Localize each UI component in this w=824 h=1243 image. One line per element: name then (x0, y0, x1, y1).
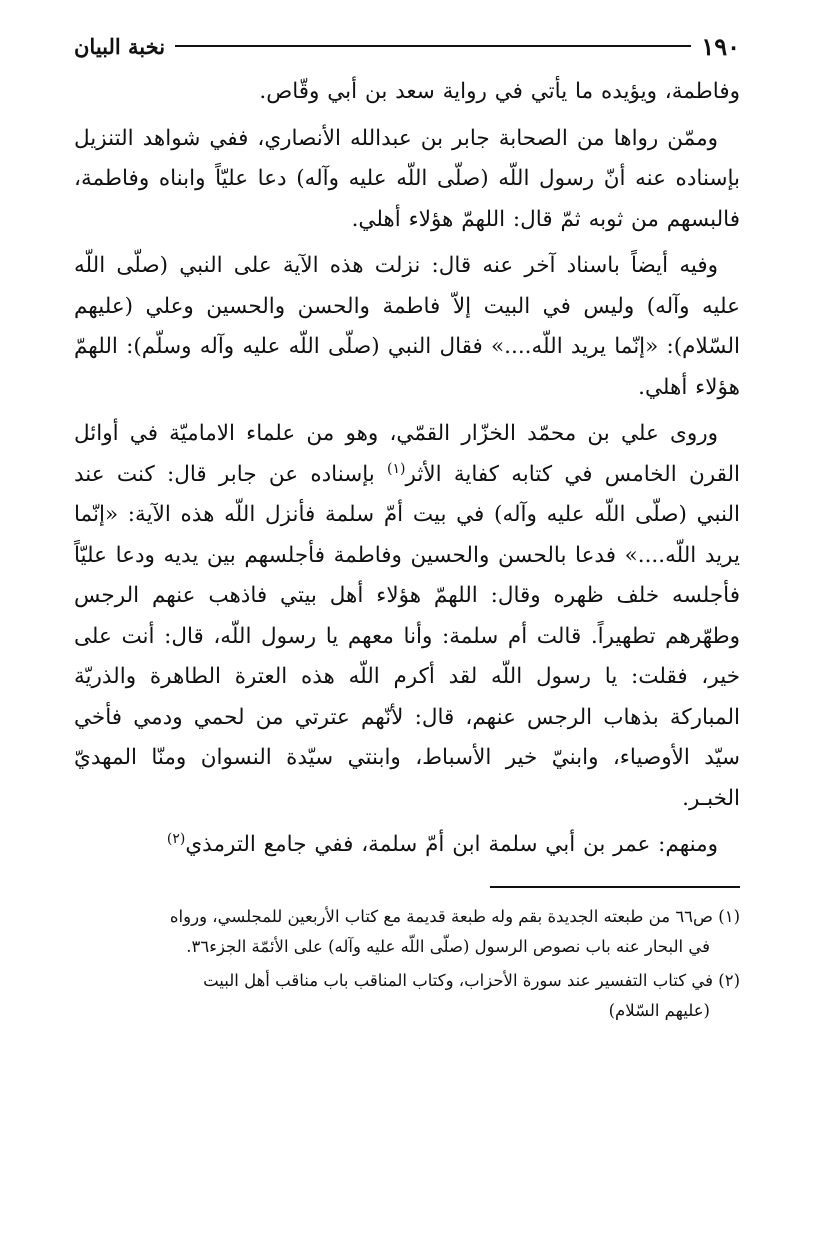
footnote-2-line-1: في كتاب التفسير عند سورة الأحزاب، وكتاب المناقب باب مناقب أهل البيت (203, 970, 713, 990)
footnote-1 (74, 902, 740, 962)
paragraph-3: وفيه أيضاً باسناد آخر عنه قال: نزلت هذه الآية على النبي (صلّى اللّه عليه وآله) وليس في البيت إلاّ فاطمة والحسن والحسين وعلي (عليهم السّلام): «إنّما يريد اللّه....» فقال النبي (صلّى اللّه عليه وآله وسلّم): اللهمّ هؤلاء أهلي. (74, 253, 740, 400)
paragraph-5-text: ومنهم: عمر بن أبي سلمة ابن أمّ سلمة، ففي جامع الترمذي (185, 832, 718, 857)
paragraph-1: وفاطمة، ويؤيده ما يأتي في رواية سعد بن أبي وقّاص. (259, 79, 740, 104)
page-number: ١٩٠ (701, 31, 740, 61)
footnote-ref-1[interactable]: (١) (387, 460, 406, 477)
book-page (74, 28, 740, 1030)
footnotes (74, 902, 740, 1026)
footnote-ref-2[interactable]: (٢) (166, 830, 186, 847)
paragraph-4 (74, 414, 740, 819)
running-title: نخبة البيان (74, 33, 166, 59)
footnote-1-marker: (١) (718, 906, 740, 926)
page-header (74, 28, 740, 64)
footnote-2-line-2: (عليهم السّلام) (608, 1000, 710, 1020)
paragraph-2: وممّن رواها من الصحابة جابر بن عبدالله الأنصاري، ففي شواهد التنزيل بإسناده عنه أنّ رسول اللّه (صلّى اللّه عليه وآله) دعا عليّاً وابناه وفاطمة، فالبسهم من ثوبه ثمّ قال: اللهمّ هؤلاء أهلي. (74, 125, 740, 232)
footnote-2 (74, 966, 740, 1026)
paragraph-4-text-b: بإسناده عن جابر قال: كنت عند النبي (صلّى اللّه عليه وآله) في بيت أمّ سلمة فأنزل اللّه هذه الآية: «إنّما يريد اللّه....» فدعا بالحسن والحسين وفاطمة فأجلسهم بين يديه ودعا عليّاً فأجلسه خلف ظهره وقال: اللهمّ هؤلاء أهل بيتي فاذهب عنهم الرجس وطهّرهم تطهيراً. قالت أم سلمة: وأنا معهم يا رسول اللّه، قال: أنت على خير، فقلت: يا رسول اللّه لقد أكرم اللّه هذه العترة الطاهرة والذريّة المباركة بذهاب الرجس عنهم، قال: لأنّهم عترتي من لحمي ودمي فأخي سيّد الأوصياء، وابنيّ خير الأسباط، وابنتي سيّدة النسوان ومنّا المهديّ الخبـر. (74, 461, 740, 811)
footnote-1-line-2: في البحار عنه باب نصوص الرسول (صلّى اللّه عليه وآله) على الأئمّة الجزء٣٦. (186, 936, 710, 956)
header-rule (175, 45, 691, 47)
paragraph-5 (74, 825, 740, 866)
footnote-separator (490, 886, 740, 888)
paragraph-4-text-a: وروى علي بن محمّد الخزّار القمّي، وهو من علماء الاماميّة في أوائل القرن الخامس في كتابه كفاية الأثر (74, 421, 740, 487)
footnote-1-line-1: ص٦٦ من طبعته الجديدة بقم وله طبعة قديمة مع كتاب الأربعين للمجلسي، ورواه (169, 906, 713, 926)
footnote-2-marker: (٢) (718, 970, 740, 990)
body-text (74, 72, 740, 866)
